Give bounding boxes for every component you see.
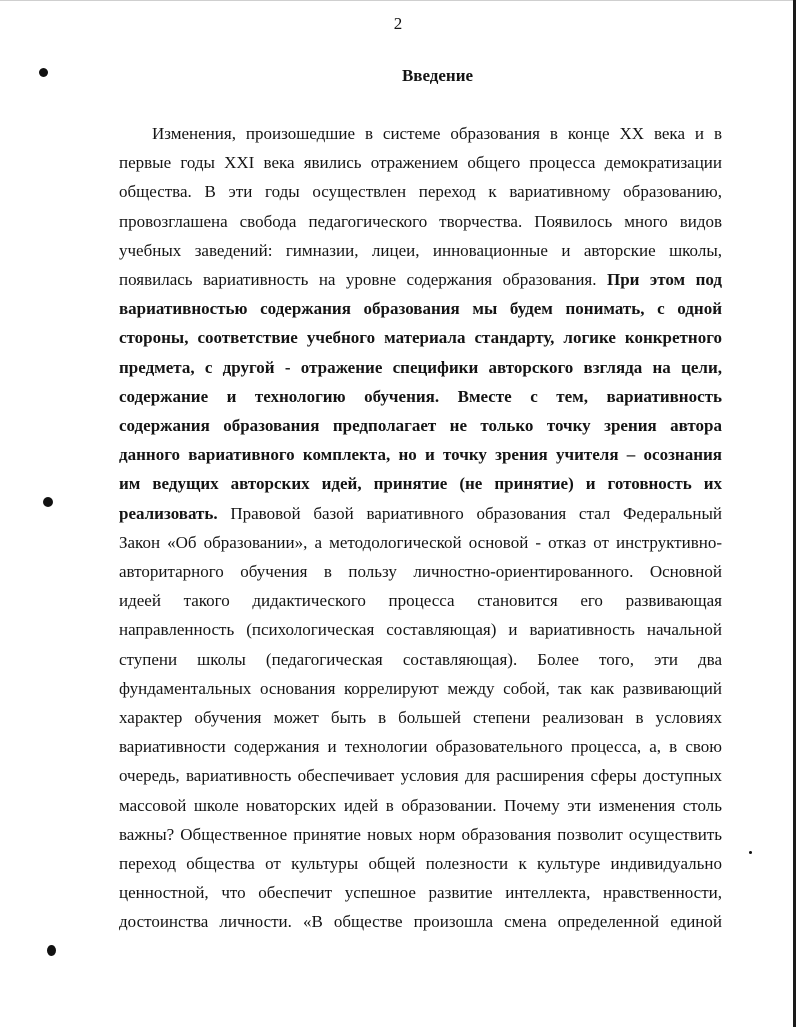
text-segment: переход общества от культуры общей полезности к культуре индивидуально	[119, 854, 722, 873]
text-line	[119, 707, 722, 729]
text-line	[119, 678, 722, 700]
text-line	[119, 327, 722, 349]
text-segment: достоинства личности. «В обществе произошла смена определенной единой	[119, 912, 722, 931]
text-segment: Правовой базой вариативного образования стал Федеральный	[217, 504, 722, 523]
text-segment: массовой школе новаторских идей в образовании. Почему эти изменения столь	[119, 796, 722, 815]
text-line	[119, 882, 722, 904]
text-line	[119, 415, 722, 437]
text-line	[119, 853, 722, 875]
text-segment: учебных заведений: гимназии, лицеи, инновационные и авторские школы,	[119, 241, 722, 260]
binder-hole-mark	[43, 497, 53, 507]
binder-hole-mark	[47, 945, 56, 956]
bold-text-segment: данного вариативного комплекта, но и точку зрения учителя – осознания	[119, 445, 722, 464]
bold-text-segment: стороны, соответствие учебного материала стандарту, логике конкретного	[119, 328, 722, 347]
bold-text-segment: реализовать.	[119, 504, 218, 523]
text-line	[119, 795, 722, 817]
text-line	[119, 619, 722, 641]
binder-hole-mark	[39, 68, 48, 77]
text-segment: важны? Общественное принятие новых норм образования позволит осуществить	[119, 825, 722, 844]
text-segment: характер обучения может быть в большей степени реализован в условиях	[119, 708, 722, 727]
text-segment: провозглашена свобода педагогического творчества. Появилось много видов	[119, 212, 722, 231]
text-line	[152, 123, 722, 145]
text-line	[119, 298, 722, 320]
bold-text-segment: предмета, с другой - отражение специфики авторского взгляда на цели,	[119, 358, 722, 377]
text-segment: Изменения, произошедшие в системе образования в конце XX века и в	[152, 124, 722, 143]
text-line	[119, 824, 722, 846]
text-line	[119, 211, 722, 233]
text-segment: авторитарного обучения в пользу личностно-ориентированного. Основной	[119, 562, 722, 581]
bold-text-segment: содержание и технологию обучения. Вместе с тем, вариативность	[119, 387, 722, 406]
text-line	[119, 649, 722, 671]
text-segment: появилась вариативность на уровне содержания образования.	[119, 270, 607, 289]
bold-text-segment: При этом под	[606, 270, 722, 289]
speck-mark	[749, 851, 752, 854]
text-segment: первые годы XXI века явились отражением общего процесса демократизации	[119, 153, 722, 172]
text-segment: направленность (психологическая составляющая) и вариативность начальной	[119, 620, 722, 639]
bold-text-segment: содержания образования предполагает не только точку зрения автора	[119, 416, 722, 435]
text-line	[119, 765, 722, 787]
text-line	[119, 240, 722, 262]
text-segment: вариативности содержания и технологии образовательного процесса, а, в свою	[119, 737, 722, 756]
text-line	[119, 911, 722, 933]
text-segment: очередь, вариативность обеспечивает условия для расширения сферы доступных	[119, 766, 722, 785]
text-line	[119, 473, 722, 495]
page-number: 2	[393, 14, 403, 33]
text-segment: фундаментальных основания коррелируют между собой, так как развивающий	[119, 679, 722, 698]
text-segment: ступени школы (педагогическая составляющая). Более того, эти два	[119, 650, 722, 669]
text-segment: ценностной, что обеспечит успешное развитие интеллекта, нравственности,	[119, 883, 722, 902]
section-heading: Введение	[401, 66, 474, 85]
text-segment: Закон «Об образовании», а методологической основой - отказ от инструктивно-	[119, 533, 722, 552]
text-line	[119, 181, 722, 203]
text-line	[119, 444, 722, 466]
text-line	[119, 386, 722, 408]
text-line	[119, 503, 722, 525]
bold-text-segment: им ведущих авторских идей, принятие (не принятие) и готовность их	[119, 474, 722, 493]
text-line	[119, 590, 722, 612]
text-segment: идеей такого дидактического процесса становится его развивающая	[119, 591, 722, 610]
text-line	[119, 357, 722, 379]
text-line	[119, 736, 722, 758]
bold-text-segment: вариативностью содержания образования мы будем понимать, с одной	[119, 299, 722, 318]
text-line	[119, 561, 722, 583]
text-line	[119, 269, 722, 291]
scan-top-edge	[0, 0, 796, 1]
text-line	[119, 532, 722, 554]
text-line	[119, 152, 722, 174]
text-segment: общества. В эти годы осуществлен переход к вариативному образованию,	[119, 182, 722, 201]
